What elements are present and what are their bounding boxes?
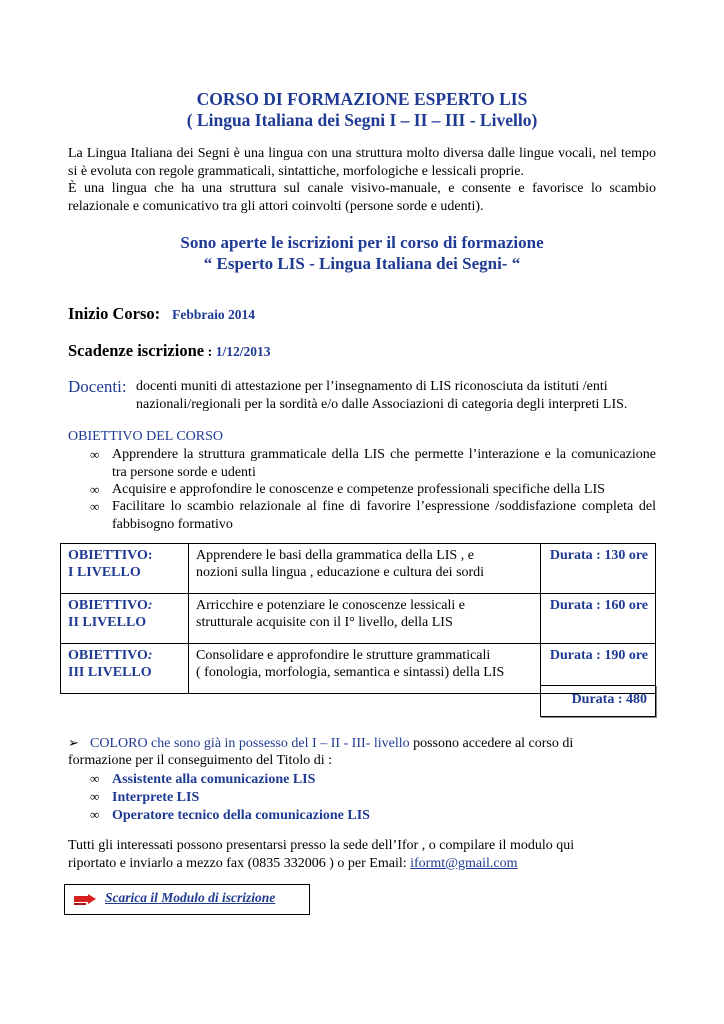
scadenze-value: 1/12/2013 bbox=[215, 344, 271, 359]
scadenze-iscrizione bbox=[68, 341, 271, 361]
level-desc-line: strutturale acquisite con il I° livello, della LIS bbox=[196, 615, 453, 630]
obiettivo-label: OBIETTIVO: bbox=[68, 598, 153, 613]
title-item-text: Interprete LIS bbox=[112, 790, 200, 805]
course-title: CORSO DI FORMAZIONE ESPERTO LIS bbox=[196, 89, 528, 109]
contact-text: riportato e inviarlo a mezzo fax (0835 332006 ) o per Email: bbox=[68, 856, 411, 871]
level-cell bbox=[61, 594, 189, 644]
obiettivo-item-text: Apprendere la struttura grammaticale della LIS che permette l’interazione e la comunicazione tra persone sorde e udenti bbox=[112, 447, 656, 480]
title-item bbox=[90, 770, 678, 789]
levels-table bbox=[60, 543, 656, 694]
scadenze-separator: : bbox=[204, 345, 216, 360]
title-item bbox=[90, 806, 678, 825]
intro-paragraph-1: La Lingua Italiana dei Segni è una lingua con una struttura molto diversa dalle lingue vocali, nel tempo si è evoluta con regole grammaticali, sintattiche, morfologiche e lessicali proprie. bbox=[68, 146, 656, 179]
download-form-link[interactable]: Scarica il Modulo di iscrizione bbox=[105, 890, 276, 905]
obiettivo-item-text: Acquisire e approfondire le conoscenze e competenze professionali specifiche della LIS bbox=[112, 482, 605, 497]
level-label: II LIVELLO bbox=[68, 615, 147, 630]
title-item-text: Operatore tecnico della comunicazione LIS bbox=[112, 808, 370, 823]
table-row bbox=[61, 544, 656, 594]
contact-line-2 bbox=[68, 855, 518, 873]
level-cell bbox=[61, 644, 189, 694]
inizio-label: Inizio Corso: bbox=[68, 304, 161, 323]
obiettivo-item-text: Facilitare lo scambio relazionale al fine di favorire l’espressione /soddisfazione completa del fabbisogno formativo bbox=[112, 499, 656, 532]
level-description bbox=[189, 544, 541, 594]
intro-paragraph-2: È una lingua che ha una struttura sul canale visivo-manuale, e consente e favorisce lo scambio relazionale e comunicativo tra gli attori coinvolti (persone sorde e udenti). bbox=[68, 181, 656, 214]
infinity-bullet-icon: ∞ bbox=[90, 482, 100, 497]
title-item-text: Assistente alla comunicazione LIS bbox=[112, 772, 316, 787]
course-subtitle: ( Lingua Italiana dei Segni I – II – III - Livello) bbox=[186, 110, 538, 130]
level-desc-line: ( fonologia, morfologia, semantica e sintassi) della LIS bbox=[196, 665, 505, 680]
level-desc-line: Apprendere le basi della grammatica della LIS , e bbox=[196, 548, 474, 563]
obiettivo-corso-heading: OBIETTIVO DEL CORSO bbox=[68, 429, 224, 444]
coloro-lead: COLORO che sono già in possesso del I – II - III- livello bbox=[90, 736, 410, 751]
download-box bbox=[64, 884, 310, 915]
infinity-bullet-icon: ∞ bbox=[90, 447, 100, 462]
coloro-line-2: formazione per il conseguimento del Titolo di : bbox=[68, 753, 333, 768]
level-durata: Durata : 130 ore bbox=[541, 544, 656, 594]
pencil-pointer-icon bbox=[73, 892, 97, 913]
level-description bbox=[189, 594, 541, 644]
obiettivo-label: OBIETTIVO: bbox=[68, 548, 153, 563]
inizio-corso bbox=[68, 304, 255, 324]
level-desc-line: Consolidare e approfondire le strutture grammaticali bbox=[196, 648, 491, 663]
title-item bbox=[90, 788, 678, 807]
level-cell bbox=[61, 544, 189, 594]
level-label: I LIVELLO bbox=[68, 565, 141, 580]
contact-line-1: Tutti gli interessati possono presentarsi presso la sede dell’Ifor , o compilare il modulo qui bbox=[68, 838, 575, 853]
docenti-text-1: docenti muniti di attestazione per l’insegnamento di LIS riconosciuta da istituti /enti bbox=[136, 379, 608, 394]
scadenze-label: Scadenze iscrizione bbox=[68, 341, 205, 360]
docenti-label: Docenti: bbox=[68, 377, 127, 396]
inizio-value: Febbraio 2014 bbox=[172, 307, 255, 322]
obiettivo-item bbox=[90, 481, 656, 499]
obiettivo-label: OBIETTIVO: bbox=[68, 648, 153, 663]
level-desc-line: nozioni sulla lingua , educazione e cultura dei sordi bbox=[196, 565, 485, 580]
level-durata: Durata : 160 ore bbox=[541, 594, 656, 644]
infinity-bullet-icon: ∞ bbox=[90, 771, 100, 786]
level-durata: Durata : 190 ore bbox=[541, 644, 656, 694]
coloro-rest: possono accedere al corso di bbox=[409, 736, 574, 751]
docenti-text-2: nazionali/regionali per la sordità e/o dalle Associazioni di categoria degli interpreti LIS. bbox=[136, 397, 628, 412]
infinity-bullet-icon: ∞ bbox=[90, 789, 100, 804]
table-row bbox=[61, 594, 656, 644]
obiettivo-item bbox=[90, 498, 656, 533]
coloro-paragraph bbox=[68, 734, 656, 753]
level-label: III LIVELLO bbox=[68, 665, 152, 680]
announce-line-1: Sono aperte le iscrizioni per il corso di formazione bbox=[180, 233, 544, 252]
infinity-bullet-icon: ∞ bbox=[90, 807, 100, 822]
level-desc-line: Arricchire e potenziare le conoscenze lessicali e bbox=[196, 598, 465, 613]
email-link[interactable]: iformt@gmail.com bbox=[410, 856, 518, 871]
announce-line-2: “ Esperto LIS - Lingua Italiana dei Segni- “ bbox=[203, 254, 521, 273]
infinity-bullet-icon: ∞ bbox=[90, 499, 100, 514]
total-durata: Durata : 480 bbox=[540, 685, 656, 717]
arrow-bullet-icon: ➢ bbox=[68, 735, 79, 750]
level-description bbox=[189, 644, 541, 694]
obiettivo-item bbox=[90, 446, 656, 481]
